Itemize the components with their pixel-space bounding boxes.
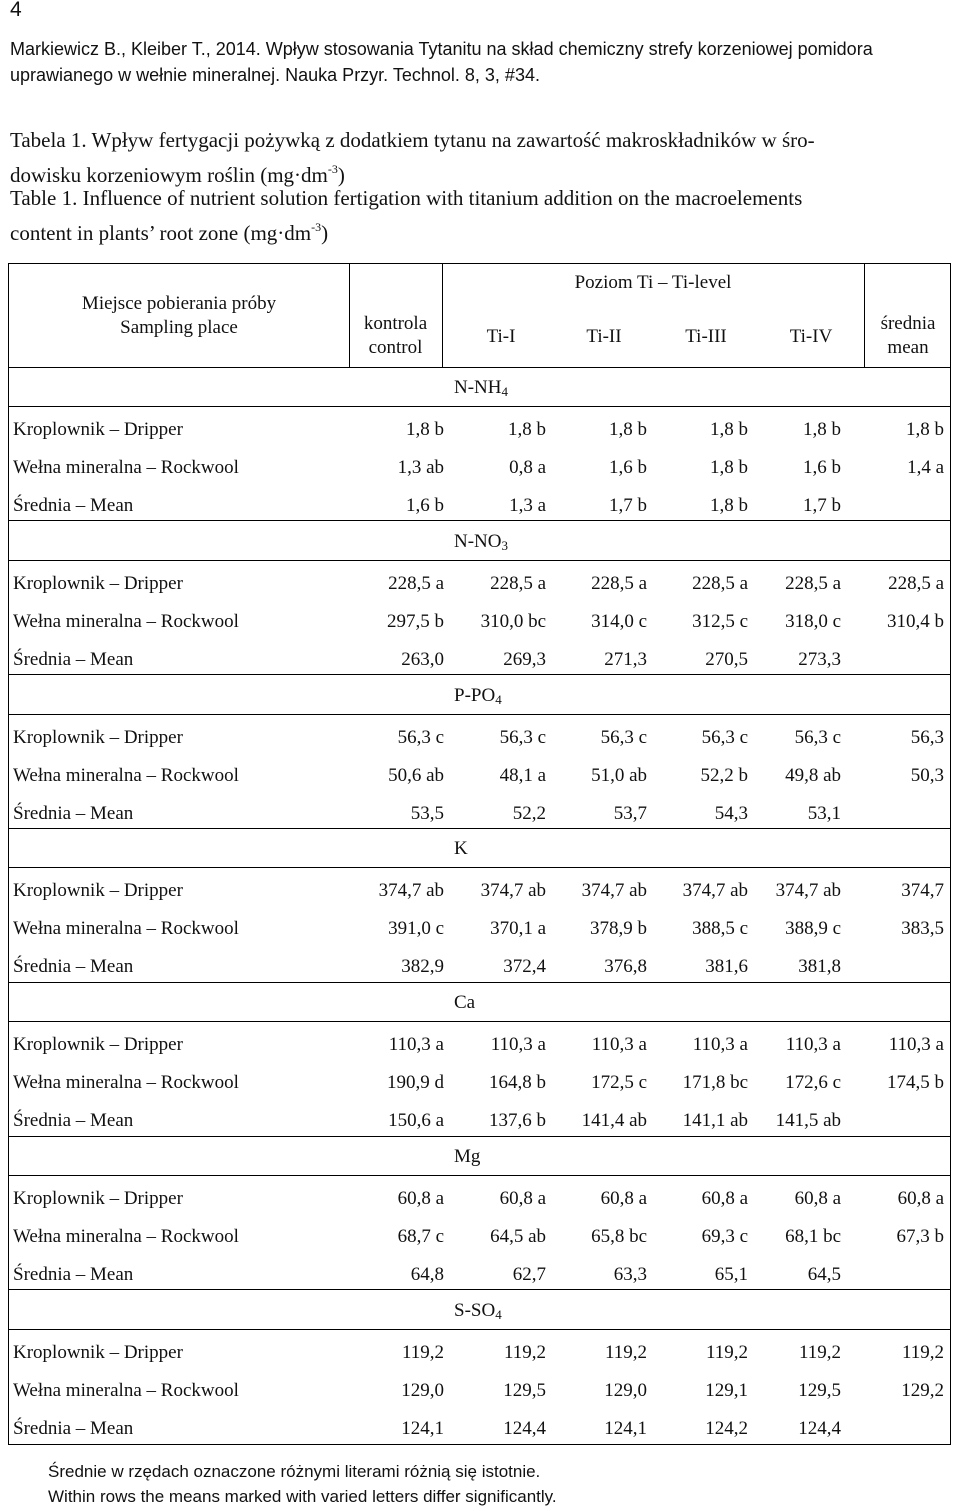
value-cell: 370,1 a bbox=[490, 918, 546, 940]
value-cell: 119,2 bbox=[901, 1341, 944, 1363]
value-cell: 53,7 bbox=[613, 802, 647, 824]
section-label bbox=[454, 992, 475, 1015]
value-cell: 374,7 ab bbox=[775, 880, 841, 902]
header-mean-en: mean bbox=[887, 337, 929, 358]
value-cell: 52,2 bbox=[512, 802, 546, 824]
header-sampling-pl: Miejsce pobierania próby bbox=[81, 293, 277, 314]
value-cell: 1,8 b bbox=[710, 419, 748, 440]
value-cell: 271,3 bbox=[604, 648, 647, 670]
value-cell: 381,6 bbox=[705, 956, 748, 978]
header-control-pl: kontrola bbox=[363, 313, 428, 334]
value-cell: 65,8 bc bbox=[591, 1226, 647, 1247]
section-label bbox=[454, 377, 508, 400]
footnote-english: Within rows the means marked with varied letters differ significantly. bbox=[48, 1487, 557, 1506]
row-place: Kroplownik – Dripper bbox=[13, 1188, 183, 1209]
value-cell: 60,8 a bbox=[701, 1188, 748, 1209]
value-cell: 119,2 bbox=[798, 1341, 841, 1363]
value-cell: 52,2 b bbox=[700, 764, 748, 786]
row-place: Kroplownik – Dripper bbox=[13, 572, 183, 594]
row-place: Wełna mineralna – Rockwool bbox=[13, 457, 239, 478]
value-cell: 54,3 bbox=[714, 802, 748, 824]
value-cell: 56,3 bbox=[910, 726, 944, 748]
value-cell: 119,2 bbox=[401, 1341, 444, 1363]
value-cell: 110,3 a bbox=[888, 1034, 944, 1056]
value-cell: 381,8 bbox=[798, 956, 841, 978]
section-label bbox=[454, 531, 508, 554]
value-cell: 372,4 bbox=[503, 956, 546, 978]
caption-english bbox=[10, 184, 952, 248]
citation-line-1: Markiewicz B., Kleiber T., 2014. Wpływ stosowania Tytanitu na skład chemiczny strefy korzeniowej pomidora bbox=[10, 39, 873, 59]
caption-polish-text: dowisku korzeniowym roślin (mg·dm bbox=[10, 163, 328, 187]
value-cell: 69,3 c bbox=[701, 1226, 748, 1247]
value-cell: 56,3 c bbox=[397, 726, 444, 748]
value-cell: 56,3 c bbox=[600, 726, 647, 748]
value-cell: 388,9 c bbox=[785, 918, 841, 940]
row-place: Średnia – Mean bbox=[13, 495, 134, 516]
row-place: Kroplownik – Dripper bbox=[13, 1034, 183, 1056]
value-cell: 0,8 a bbox=[509, 457, 546, 478]
row-place: Średnia – Mean bbox=[13, 802, 134, 824]
value-cell: 374,7 ab bbox=[682, 880, 748, 902]
caption-polish-line-1: Tabela 1. Wpływ fertygacji pożywką z dodatkiem tytanu na zawartość makroskładników w śro- bbox=[10, 128, 815, 152]
page-number: 4 bbox=[10, 0, 22, 21]
row-place: Wełna mineralna – Rockwool bbox=[13, 764, 239, 786]
header-mean-pl: średnia bbox=[880, 313, 936, 334]
value-cell: 1,3 ab bbox=[397, 457, 444, 478]
section-label-main: N-NH bbox=[454, 377, 502, 398]
value-cell: 124,2 bbox=[705, 1417, 748, 1439]
value-cell: 374,7 ab bbox=[581, 880, 647, 902]
section-label-main: Ca bbox=[454, 992, 476, 1014]
section-rule bbox=[9, 560, 950, 561]
caption-polish-close: ) bbox=[337, 163, 345, 187]
value-cell: 141,5 ab bbox=[775, 1110, 841, 1132]
section-label bbox=[454, 838, 468, 861]
value-cell: 1,8 b bbox=[803, 419, 841, 440]
row-place: Kroplownik – Dripper bbox=[13, 726, 183, 748]
header-mean bbox=[864, 312, 952, 360]
section-bottom-rule bbox=[9, 1289, 950, 1290]
value-cell: 56,3 c bbox=[701, 726, 748, 748]
value-cell: 68,1 bc bbox=[785, 1226, 841, 1247]
value-cell: 129,1 bbox=[705, 1379, 748, 1401]
value-cell: 129,2 bbox=[901, 1379, 944, 1401]
section-rule bbox=[9, 1021, 950, 1022]
section-rule bbox=[9, 1175, 950, 1176]
value-cell: 378,9 b bbox=[590, 918, 647, 940]
caption-english-exponent: -3 bbox=[311, 220, 322, 234]
section-label bbox=[454, 685, 502, 708]
value-cell: 53,1 bbox=[807, 802, 841, 824]
value-cell: 110,3 a bbox=[490, 1034, 546, 1056]
value-cell: 1,8 b bbox=[906, 419, 944, 440]
value-cell: 110,3 a bbox=[785, 1034, 841, 1056]
row-place: Kroplownik – Dripper bbox=[13, 419, 183, 440]
section-label bbox=[454, 1300, 502, 1323]
header-sampling-place bbox=[9, 292, 349, 340]
section-label-main: K bbox=[454, 838, 468, 860]
value-cell: 297,5 b bbox=[387, 610, 444, 632]
section-label-main: S-SO bbox=[454, 1299, 496, 1321]
value-cell: 391,0 c bbox=[388, 918, 444, 940]
value-cell: 119,2 bbox=[503, 1341, 546, 1363]
value-cell: 1,4 a bbox=[907, 457, 944, 478]
value-cell: 190,9 d bbox=[387, 1072, 444, 1094]
value-cell: 60,8 a bbox=[794, 1188, 841, 1209]
section-label-main: N-NO bbox=[454, 530, 502, 552]
footnote-polish: Średnie w rzędach oznaczone różnymi literami różnią się istotnie. bbox=[48, 1462, 541, 1481]
value-cell: 110,3 a bbox=[692, 1034, 748, 1056]
value-cell: 312,5 c bbox=[692, 610, 748, 632]
row-place: Wełna mineralna – Rockwool bbox=[13, 610, 239, 632]
value-cell: 141,1 ab bbox=[682, 1110, 748, 1132]
section-label-subscript: 3 bbox=[501, 537, 508, 553]
value-cell: 310,4 b bbox=[887, 610, 944, 632]
value-cell: 376,8 bbox=[604, 956, 647, 978]
citation-line-2: uprawianego w wełnie mineralnej. Nauka Przyr. Technol. 8, 3, #34. bbox=[10, 65, 540, 85]
value-cell: 64,8 bbox=[410, 1264, 444, 1285]
value-cell: 382,9 bbox=[401, 956, 444, 978]
row-place: Kroplownik – Dripper bbox=[13, 1341, 183, 1363]
section-bottom-rule bbox=[9, 982, 950, 983]
value-cell: 56,3 c bbox=[794, 726, 841, 748]
section-label-subscript: 4 bbox=[495, 1306, 502, 1322]
caption-polish-exponent: -3 bbox=[327, 162, 338, 176]
value-cell: 1,8 b bbox=[406, 419, 444, 440]
section-bottom-rule bbox=[9, 520, 950, 521]
value-cell: 318,0 c bbox=[785, 610, 841, 632]
value-cell: 1,8 b bbox=[710, 495, 748, 516]
value-cell: 228,5 a bbox=[591, 572, 647, 594]
value-cell: 374,7 ab bbox=[378, 880, 444, 902]
row-place: Wełna mineralna – Rockwool bbox=[13, 1072, 239, 1094]
value-cell: 50,6 ab bbox=[388, 764, 444, 786]
section-label-main: P-PO bbox=[454, 684, 496, 706]
value-cell: 141,4 ab bbox=[581, 1110, 647, 1132]
section-bottom-rule bbox=[9, 828, 950, 829]
value-cell: 56,3 c bbox=[499, 726, 546, 748]
row-place: Średnia – Mean bbox=[13, 648, 134, 670]
value-cell: 124,1 bbox=[604, 1417, 647, 1439]
section-bottom-rule bbox=[9, 1136, 950, 1137]
value-cell: 388,5 c bbox=[692, 918, 748, 940]
section-bottom-rule bbox=[9, 674, 950, 675]
section-label-subscript: 4 bbox=[495, 691, 502, 707]
value-cell: 50,3 bbox=[910, 764, 944, 786]
value-cell: 110,3 a bbox=[591, 1034, 647, 1056]
value-cell: 67,3 b bbox=[896, 1226, 944, 1247]
value-cell: 110,3 a bbox=[388, 1034, 444, 1056]
value-cell: 124,4 bbox=[798, 1417, 841, 1439]
caption-english-line-1: Table 1. Influence of nutrient solution fertigation with titanium addition on the macroelements bbox=[10, 186, 803, 210]
data-table bbox=[8, 263, 951, 1445]
value-cell: 374,7 ab bbox=[480, 880, 546, 902]
value-cell: 129,0 bbox=[604, 1379, 647, 1401]
section-label-subscript: 4 bbox=[501, 384, 508, 399]
header-ti-ii: Ti-II bbox=[586, 326, 622, 347]
value-cell: 129,5 bbox=[503, 1379, 546, 1401]
value-cell: 64,5 bbox=[807, 1264, 841, 1285]
value-cell: 65,1 bbox=[714, 1264, 748, 1285]
header-control bbox=[349, 312, 442, 360]
value-cell: 1,8 b bbox=[609, 419, 647, 440]
value-cell: 273,3 bbox=[798, 648, 841, 670]
row-place: Wełna mineralna – Rockwool bbox=[13, 1379, 239, 1401]
section-rule bbox=[9, 867, 950, 868]
value-cell: 137,6 b bbox=[489, 1110, 546, 1132]
section-label-main: Mg bbox=[454, 1146, 481, 1167]
value-cell: 62,7 bbox=[512, 1264, 546, 1285]
value-cell: 172,6 c bbox=[785, 1072, 841, 1094]
section-rule bbox=[9, 1329, 950, 1330]
header-ti-i: Ti-I bbox=[486, 326, 516, 347]
value-cell: 60,8 a bbox=[397, 1188, 444, 1209]
value-cell: 1,6 b bbox=[406, 495, 444, 516]
value-cell: 228,5 a bbox=[785, 572, 841, 594]
value-cell: 1,6 b bbox=[609, 457, 647, 478]
value-cell: 269,3 bbox=[503, 648, 546, 670]
value-cell: 228,5 a bbox=[388, 572, 444, 594]
caption-english-line-2 bbox=[10, 213, 952, 248]
value-cell: 64,5 ab bbox=[490, 1226, 546, 1247]
value-cell: 1,7 b bbox=[609, 495, 647, 516]
value-cell: 314,0 c bbox=[591, 610, 647, 632]
value-cell: 124,4 bbox=[503, 1417, 546, 1439]
value-cell: 164,8 b bbox=[489, 1072, 546, 1094]
header-bottom-rule bbox=[9, 367, 950, 368]
value-cell: 310,0 bc bbox=[480, 610, 546, 632]
value-cell: 172,5 c bbox=[591, 1072, 647, 1094]
value-cell: 228,5 a bbox=[888, 572, 944, 594]
row-place: Średnia – Mean bbox=[13, 1264, 134, 1285]
value-cell: 171,8 bc bbox=[682, 1072, 748, 1094]
value-cell: 63,3 bbox=[613, 1264, 647, 1285]
header-ti-level: Poziom Ti – Ti-level bbox=[574, 272, 732, 293]
header-sampling-en: Sampling place bbox=[120, 317, 238, 338]
value-cell: 1,8 b bbox=[710, 457, 748, 478]
value-cell: 119,2 bbox=[705, 1341, 748, 1363]
value-cell: 129,5 bbox=[798, 1379, 841, 1401]
value-cell: 228,5 a bbox=[490, 572, 546, 594]
row-place: Wełna mineralna – Rockwool bbox=[13, 1226, 239, 1247]
row-place: Kroplownik – Dripper bbox=[13, 880, 183, 902]
value-cell: 1,3 a bbox=[509, 495, 546, 516]
value-cell: 124,1 bbox=[401, 1417, 444, 1439]
section-rule bbox=[9, 406, 950, 407]
value-cell: 1,8 b bbox=[508, 419, 546, 440]
header-ti-iv: Ti-IV bbox=[789, 326, 833, 347]
row-place: Średnia – Mean bbox=[13, 1110, 134, 1132]
value-cell: 60,8 a bbox=[499, 1188, 546, 1209]
value-cell: 383,5 bbox=[901, 918, 944, 940]
value-cell: 174,5 b bbox=[887, 1072, 944, 1094]
header-ti-iii: Ti-III bbox=[685, 326, 727, 347]
value-cell: 270,5 bbox=[705, 648, 748, 670]
section-rule bbox=[9, 714, 950, 715]
value-cell: 228,5 a bbox=[692, 572, 748, 594]
header-control-en: control bbox=[368, 337, 423, 358]
value-cell: 60,8 a bbox=[897, 1188, 944, 1209]
value-cell: 263,0 bbox=[401, 648, 444, 670]
value-cell: 49,8 ab bbox=[785, 764, 841, 786]
row-place: Średnia – Mean bbox=[13, 1417, 134, 1439]
row-place: Średnia – Mean bbox=[13, 956, 134, 978]
value-cell: 119,2 bbox=[604, 1341, 647, 1363]
value-cell: 1,6 b bbox=[803, 457, 841, 478]
value-cell: 53,5 bbox=[410, 802, 444, 824]
section-label bbox=[454, 1146, 480, 1169]
caption-polish bbox=[10, 126, 952, 190]
caption-english-text: content in plants’ root zone (mg·dm bbox=[10, 221, 312, 245]
value-cell: 68,7 c bbox=[397, 1226, 444, 1247]
value-cell: 1,7 b bbox=[803, 495, 841, 516]
value-cell: 374,7 bbox=[901, 880, 944, 902]
value-cell: 51,0 ab bbox=[591, 764, 647, 786]
value-cell: 48,1 a bbox=[499, 764, 546, 786]
value-cell: 60,8 a bbox=[600, 1188, 647, 1209]
citation bbox=[10, 36, 955, 88]
value-cell: 150,6 a bbox=[388, 1110, 444, 1132]
value-cell: 129,0 bbox=[401, 1379, 444, 1401]
row-place: Wełna mineralna – Rockwool bbox=[13, 918, 239, 940]
caption-english-close: ) bbox=[321, 221, 329, 245]
